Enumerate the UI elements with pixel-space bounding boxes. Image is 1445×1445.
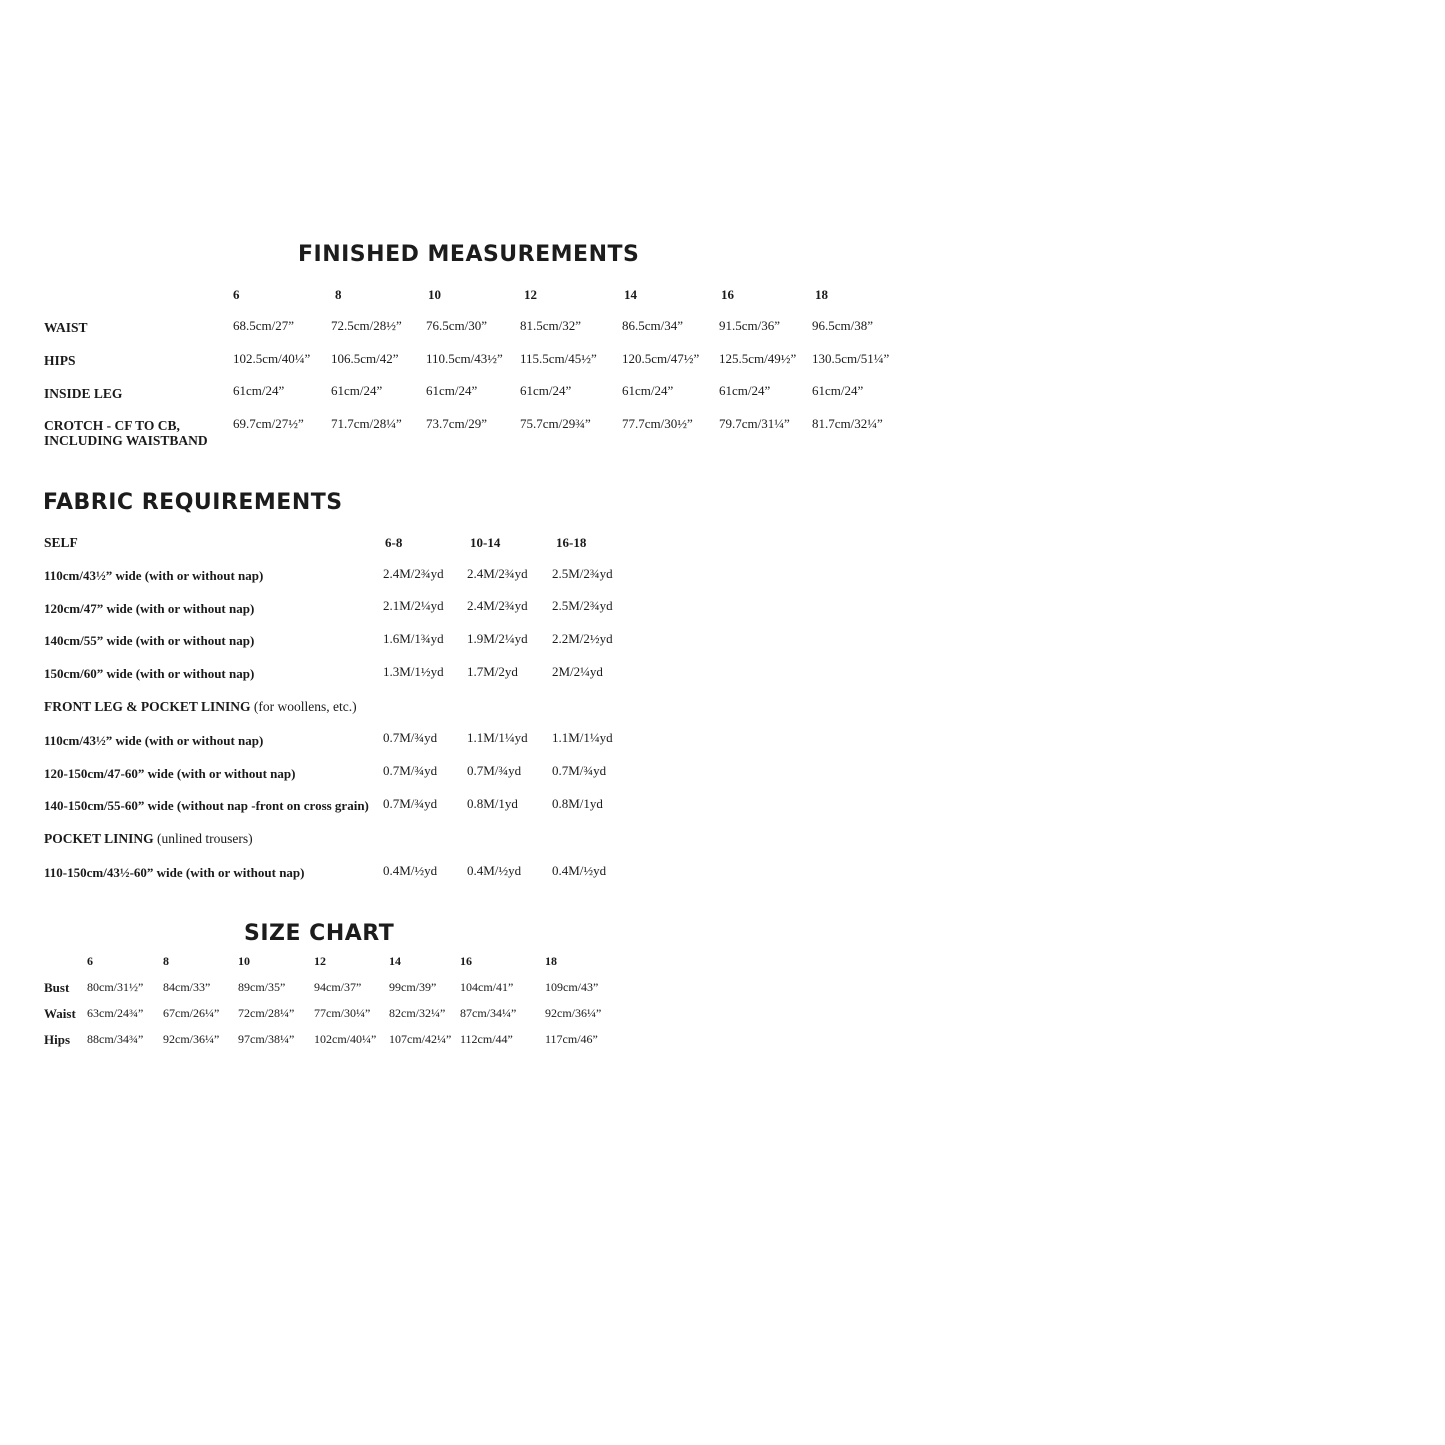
front-leg-note: (for woollens, etc.) (250, 699, 357, 714)
fabric-cell: 1.1M/1¼yd (552, 730, 613, 745)
finished-cell: 130.5cm/51¼” (812, 351, 890, 366)
fabric-cell: 2M/2¼yd (552, 664, 603, 679)
fabric-row-label: 110cm/43½” wide (with or without nap) (44, 568, 264, 583)
fabric-row-label: 140-150cm/55-60” wide (without nap -front on cross grain) (44, 798, 369, 813)
finished-size-header: 18 (815, 287, 828, 302)
size-chart-row-label: Waist (44, 1006, 76, 1021)
finished-row-label: CROTCH - CF TO CB, (44, 418, 180, 433)
fabric-cell: 0.4M/½yd (383, 863, 438, 878)
finished-cell: 81.5cm/32” (520, 318, 582, 333)
fabric-cell: 0.7M/¾yd (383, 730, 438, 745)
fabric-cell: 0.7M/¾yd (552, 763, 607, 778)
fabric-cell: 2.4M/2¾yd (383, 566, 444, 581)
finished-cell: 69.7cm/27½” (233, 416, 304, 431)
size-chart-cell: 72cm/28¼” (238, 1006, 295, 1020)
size-chart-cell: 107cm/42¼” (389, 1032, 452, 1046)
fabric-cell: 2.4M/2¾yd (467, 598, 528, 613)
fabric-row-label: 120-150cm/47-60” wide (with or without nap) (44, 766, 296, 781)
size-chart-cell: 97cm/38¼” (238, 1032, 295, 1046)
size-chart-row-label: Bust (44, 980, 70, 995)
fabric-cell: 0.7M/¾yd (383, 763, 438, 778)
finished-cell: 91.5cm/36” (719, 318, 781, 333)
size-chart-cell: 104cm/41” (460, 980, 514, 994)
size-chart-size-header: 10 (238, 954, 250, 968)
finished-cell: 106.5cm/42” (331, 351, 399, 366)
finished-size-header: 8 (335, 287, 342, 302)
finished-cell: 125.5cm/49½” (719, 351, 797, 366)
size-chart-size-header: 18 (545, 954, 557, 968)
fabric-row-label: 120cm/47” wide (with or without nap) (44, 601, 255, 616)
finished-cell: 61cm/24” (520, 383, 572, 398)
fabric-cell: 2.1M/2¼yd (383, 598, 444, 613)
finished-row-label: WAIST (44, 320, 88, 335)
finished-size-header: 6 (233, 287, 240, 302)
finished-cell: 110.5cm/43½” (426, 351, 503, 366)
finished-cell: 81.7cm/32¼” (812, 416, 883, 431)
size-chart-cell: 94cm/37” (314, 980, 362, 994)
size-chart-cell: 89cm/35” (238, 980, 286, 994)
finished-cell: 76.5cm/30” (426, 318, 488, 333)
finished-cell: 77.7cm/30½” (622, 416, 693, 431)
fabric-cell: 2.5M/2¾yd (552, 566, 613, 581)
fabric-cell: 0.4M/½yd (552, 863, 607, 878)
finished-cell: 120.5cm/47½” (622, 351, 700, 366)
finished-cell: 61cm/24” (426, 383, 478, 398)
finished-cell: 115.5cm/45½” (520, 351, 597, 366)
size-chart-cell: 84cm/33” (163, 980, 211, 994)
finished-size-header: 16 (721, 287, 734, 302)
size-chart-size-header: 8 (163, 954, 169, 968)
finished-cell: 73.7cm/29” (426, 416, 488, 431)
finished-cell: 96.5cm/38” (812, 318, 874, 333)
size-chart-cell: 80cm/31½” (87, 980, 144, 994)
finished-cell: 61cm/24” (719, 383, 771, 398)
fabric-row-label: 150cm/60” wide (with or without nap) (44, 666, 255, 681)
fabric-cell: 2.2M/2½yd (552, 631, 613, 646)
fabric-size-group-header: 16-18 (556, 535, 587, 550)
size-chart-cell: 102cm/40¼” (314, 1032, 377, 1046)
fabric-cell: 1.9M/2¼yd (467, 631, 528, 646)
fabric-cell: 1.7M/2yd (467, 664, 518, 679)
front-leg-section-label (44, 699, 357, 714)
size-chart-cell: 88cm/34¾” (87, 1032, 144, 1046)
finished-cell: 61cm/24” (233, 383, 285, 398)
size-chart-size-header: 12 (314, 954, 326, 968)
fabric-row-label: 140cm/55” wide (with or without nap) (44, 633, 255, 648)
size-chart-cell: 117cm/46” (545, 1032, 598, 1046)
finished-row-label-line2: INCLUDING WAISTBAND (44, 433, 208, 448)
finished-cell: 61cm/24” (812, 383, 864, 398)
fabric-cell: 2.5M/2¾yd (552, 598, 613, 613)
size-chart-size-header: 14 (389, 954, 401, 968)
size-chart-cell: 87cm/34¼” (460, 1006, 517, 1020)
fabric-row-label: 110cm/43½” wide (with or without nap) (44, 733, 264, 748)
fabric-cell: 0.7M/¾yd (383, 796, 438, 811)
pocket-lining-section-label (44, 831, 253, 846)
finished-size-header: 12 (524, 287, 537, 302)
size-chart-size-header: 16 (460, 954, 472, 968)
fabric-row-label: 110-150cm/43½-60” wide (with or without nap) (44, 865, 305, 880)
fabric-size-group-header: 6-8 (385, 535, 403, 550)
fabric-requirements-title: FABRIC REQUIREMENTS (43, 490, 343, 515)
size-chart-cell: 92cm/36¼” (545, 1006, 602, 1020)
fabric-cell: 0.8M/1yd (467, 796, 518, 811)
finished-cell: 86.5cm/34” (622, 318, 684, 333)
size-chart-cell: 99cm/39” (389, 980, 437, 994)
size-chart-cell: 112cm/44” (460, 1032, 513, 1046)
fabric-cell: 1.3M/1½yd (383, 664, 444, 679)
fabric-cell: 2.4M/2¾yd (467, 566, 528, 581)
size-chart-cell: 67cm/26¼” (163, 1006, 220, 1020)
finished-cell: 72.5cm/28½” (331, 318, 402, 333)
fabric-cell: 0.4M/½yd (467, 863, 522, 878)
finished-cell: 68.5cm/27” (233, 318, 295, 333)
size-chart-row-label: Hips (44, 1032, 71, 1047)
pocket-lining-note: (unlined trousers) (153, 831, 253, 846)
size-chart-cell: 63cm/24¾” (87, 1006, 144, 1020)
finished-row-label: INSIDE LEG (44, 386, 123, 401)
pocket-lining-label: POCKET LINING (44, 831, 154, 846)
finished-size-header: 14 (624, 287, 637, 302)
fabric-cell: 0.8M/1yd (552, 796, 603, 811)
fabric-cell: 1.6M/1¾yd (383, 631, 444, 646)
finished-cell: 61cm/24” (622, 383, 674, 398)
size-chart-cell: 77cm/30¼” (314, 1006, 371, 1020)
size-chart-cell: 82cm/32¼” (389, 1006, 446, 1020)
finished-size-header: 10 (428, 287, 441, 302)
fabric-size-group-header: 10-14 (470, 535, 501, 550)
finished-cell: 75.7cm/29¾” (520, 416, 591, 431)
self-label: SELF (44, 535, 78, 550)
fabric-cell: 0.7M/¾yd (467, 763, 522, 778)
finished-row-label: HIPS (44, 353, 76, 368)
size-chart-title: SIZE CHART (244, 921, 395, 946)
size-chart-cell: 92cm/36¼” (163, 1032, 220, 1046)
finished-cell: 71.7cm/28¼” (331, 416, 402, 431)
size-chart-cell: 109cm/43” (545, 980, 599, 994)
size-chart-size-header: 6 (87, 954, 93, 968)
finished-measurements-title: FINISHED MEASUREMENTS (298, 242, 640, 267)
finished-cell: 102.5cm/40¼” (233, 351, 311, 366)
finished-cell: 61cm/24” (331, 383, 383, 398)
front-leg-label: FRONT LEG & POCKET LINING (44, 699, 251, 714)
finished-cell: 79.7cm/31¼” (719, 416, 790, 431)
fabric-cell: 1.1M/1¼yd (467, 730, 528, 745)
